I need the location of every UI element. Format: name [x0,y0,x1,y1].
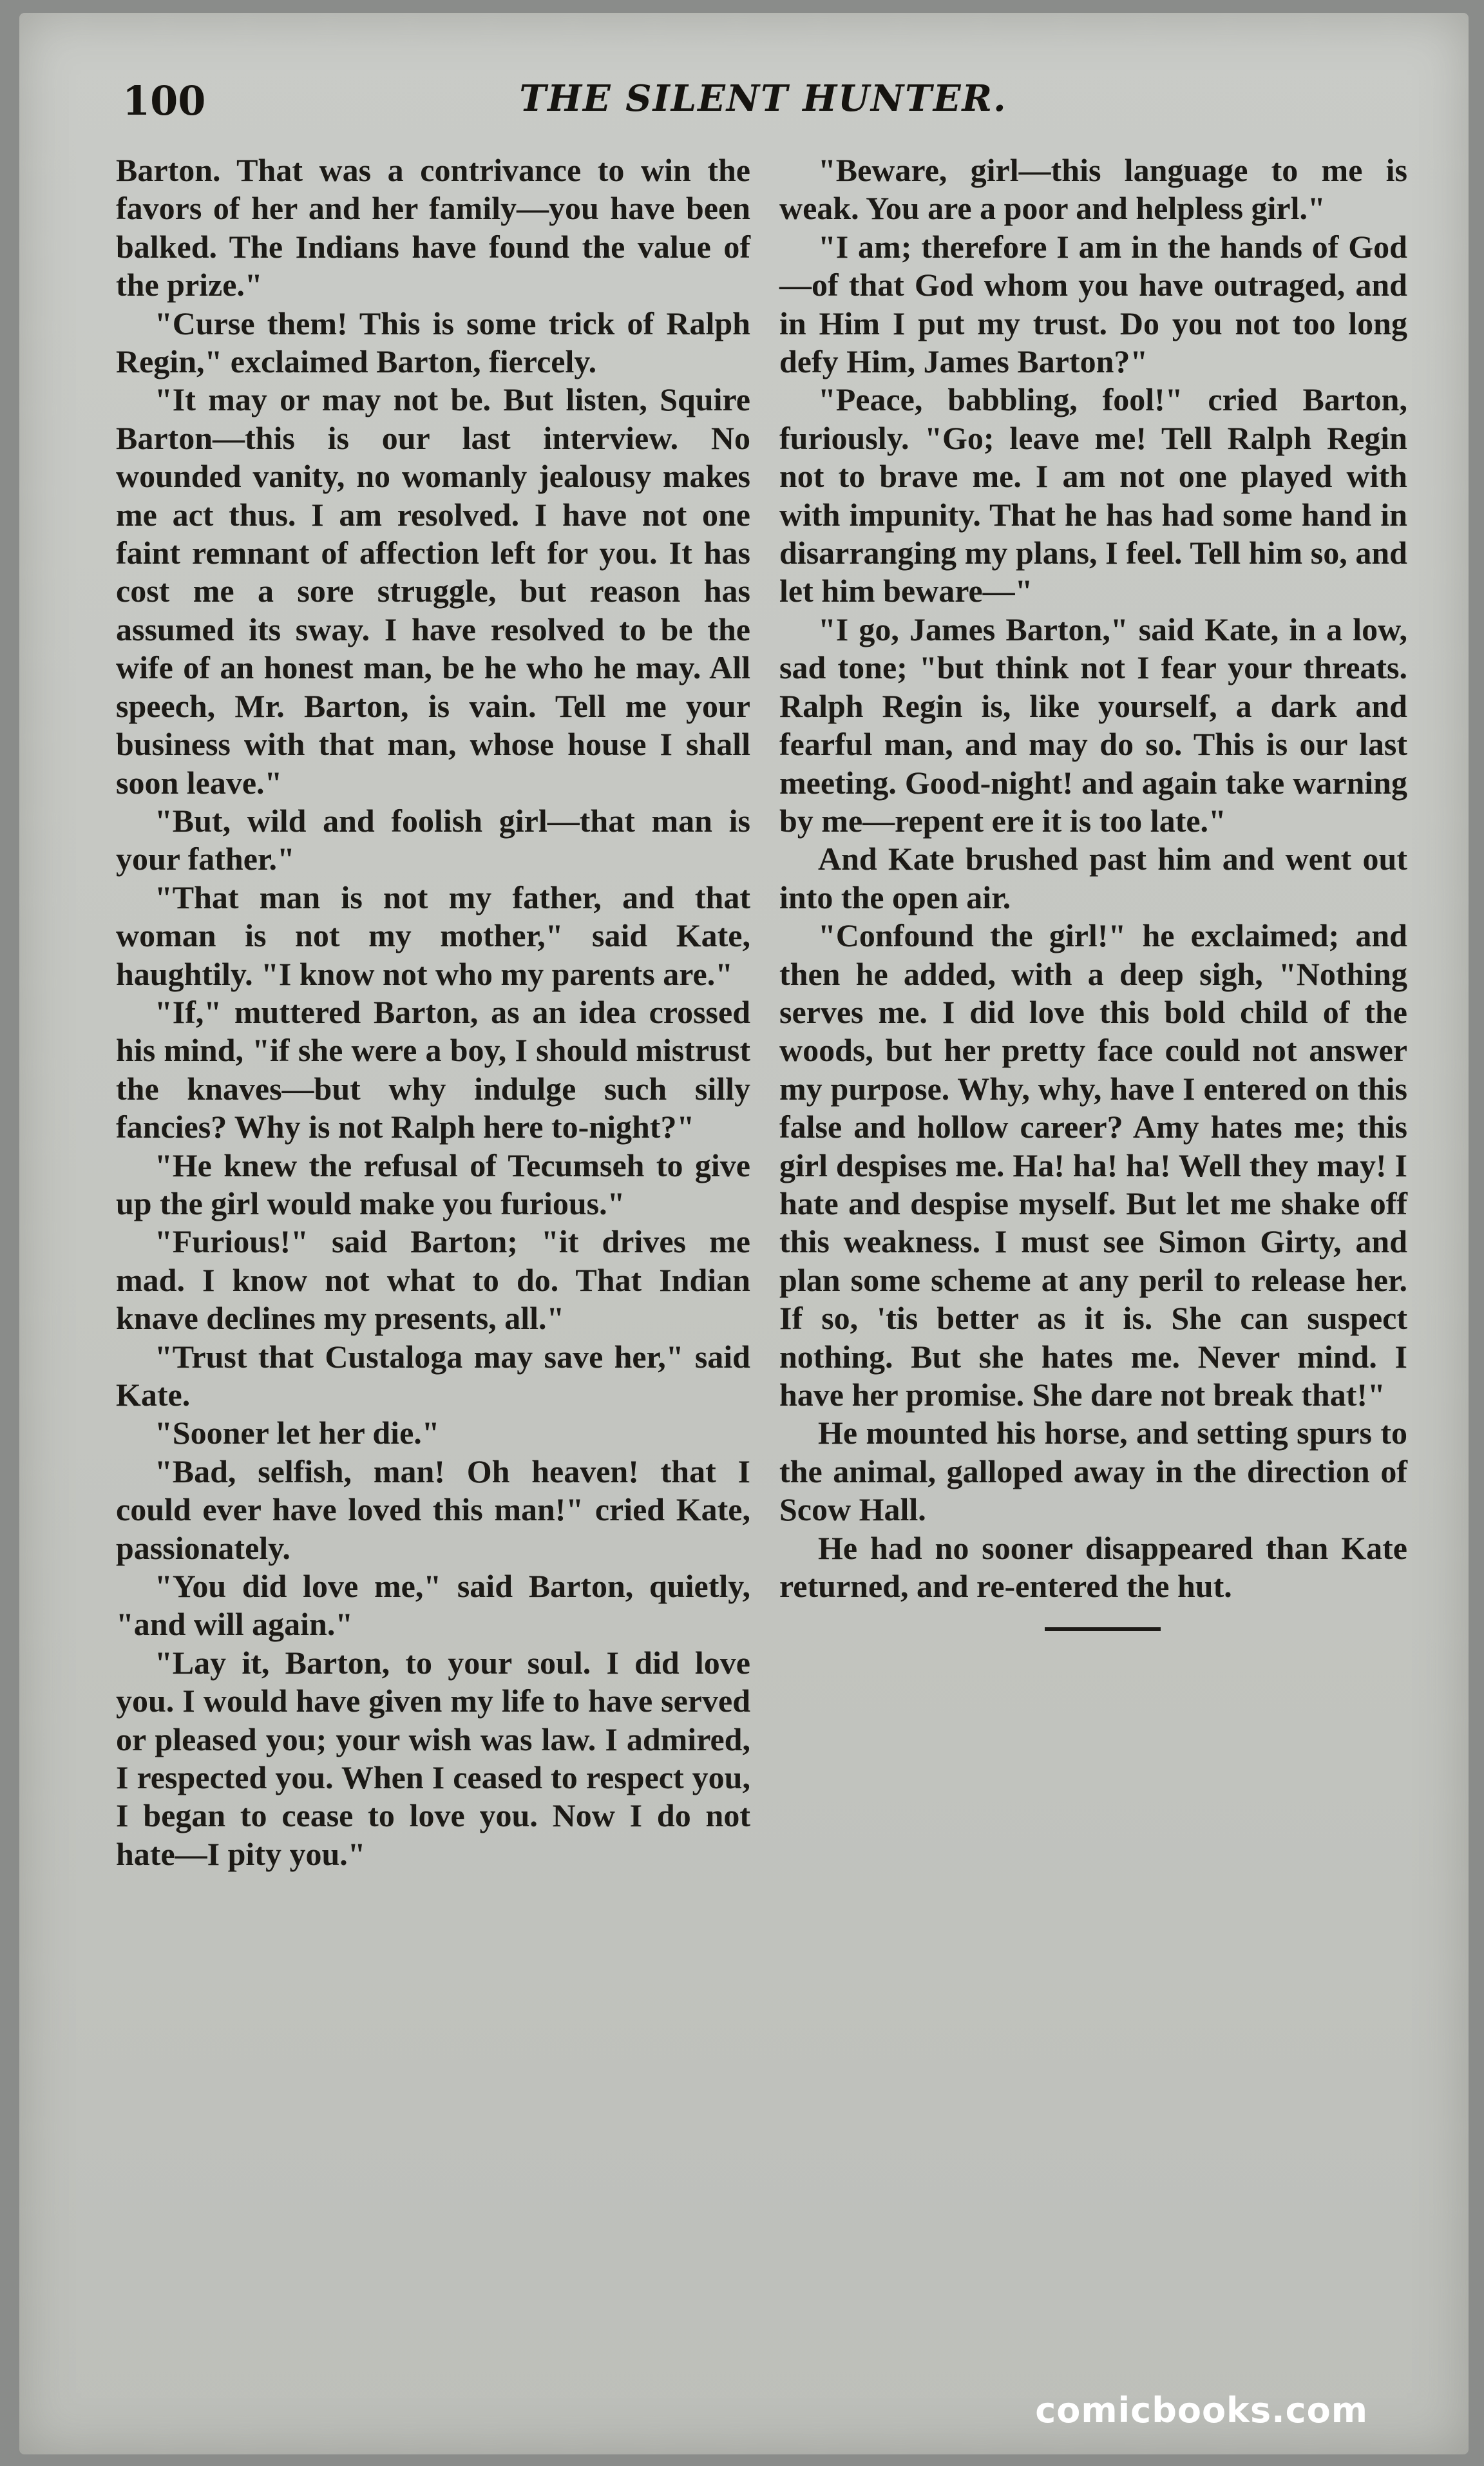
running-title: THE SILENT HUNTER. [519,77,1007,120]
paragraph: "But, wild and foolish girl—that man is your father." [116,802,750,877]
watermark: comicbooks.com [1035,2390,1368,2431]
paragraph: "He knew the refusal of Tecumseh to give up the girl would make you furious." [116,1147,750,1221]
paragraph: "Trust that Custaloga may save her," said Kate. [116,1338,750,1413]
paragraph: "Bad, selfish, man! Oh heaven! that I could ever have loved this man!" cried Kate, passionately. [116,1453,750,1566]
paragraph: "That man is not my father, and that woman is not my mother," said Kate, haughtily. "I know not who my parents are." [116,879,750,992]
page-header [116,71,1411,129]
paragraph: He mounted his horse, and setting spurs to the animal, galloped away in the direction of Scow Hall. [779,1415,1407,1528]
paragraph: "It may or may not be. But listen, Squire Barton—this is our last interview. No wounded vanity, no womanly jealousy makes me act thus. I am resolved. I have not one faint remnant of affection left for you. It has cost me a sore struggle, but reason has assumed its sway. I have resolved to be the wife of an honest man, be he who he may. All speech, Mr. Barton, is vain. Tell me your business with that man, whose house I shall soon leave." [116,381,750,801]
paragraph: "Furious!" said Barton; "it drives me mad. I know not what to do. That Indian knave declines my presents, all." [116,1223,750,1337]
paragraph: "Curse them! This is some trick of Ralph Regin," exclaimed Barton, fiercely. [116,305,750,380]
left-column [116,151,750,1873]
right-column [779,151,1407,1631]
paragraph: "I am; therefore I am in the hands of God—of that God whom you have outraged, and in Him I put my trust. Do you not too long defy Him, James Barton?" [779,228,1407,380]
paragraph: "Peace, babbling, fool!" cried Barton, furiously. "Go; leave me! Tell Ralph Regin not to brave me. I am not one played with with impunity. That he has had some hand in disarranging my plans, I feel. Tell him so, and let him beware—" [779,381,1407,609]
paragraph: "Confound the girl!" he exclaimed; and then he added, with a deep sigh, "Nothing serves me. I did love this bold child of the woods, but her pretty face could not answer my purpose. Why, why, have I entered on this false and hollow career? Amy hates me; this girl despises me. Ha! ha! ha! Well they may! I hate and despise myself. But let me shake off this weakness. I must see Simon Girty, and plan some scheme at any peril to release her. If so, 'tis better as it is. She can suspect nothing. But she hates me. Never mind. I have her promise. She dare not break that!" [779,917,1407,1413]
paragraph: Barton. That was a contrivance to win the favors of her and her family—you have been balked. The Indians have found the value of the prize." [116,152,750,303]
book-page [19,13,1469,2454]
section-end-rule [1045,1627,1161,1631]
paragraph: "You did love me," said Barton, quietly, "and will again." [116,1568,750,1643]
paragraph: "If," muttered Barton, as an idea crossed his mind, "if she were a boy, I should mistrust the knaves—but why indulge such silly fancies? Why is not Ralph here to-night?" [116,993,750,1145]
paragraph: "Beware, girl—this language to me is weak. You are a poor and helpless girl." [779,152,1407,227]
paragraph: "Lay it, Barton, to your soul. I did love you. I would have given my life to have served or pleased you; your wish was law. I admired, I respected you. When I ceased to respect you, I began to cease to love you. Now I do not hate—I pity you." [116,1644,750,1872]
paragraph: "I go, James Barton," said Kate, in a low, sad tone; "but think not I fear your threats. Ralph Regin is, like yourself, a dark and fearful man, and may do so. This is our last meeting. Good-night! and again take warning by me—repent ere it is too late." [779,611,1407,839]
paragraph: And Kate brushed past him and went out into the open air. [779,841,1407,915]
paragraph: He had no sooner disappeared than Kate returned, and re-entered the hut. [779,1529,1407,1605]
page-number: 100 [122,77,206,124]
paragraph: "Sooner let her die." [155,1415,440,1451]
